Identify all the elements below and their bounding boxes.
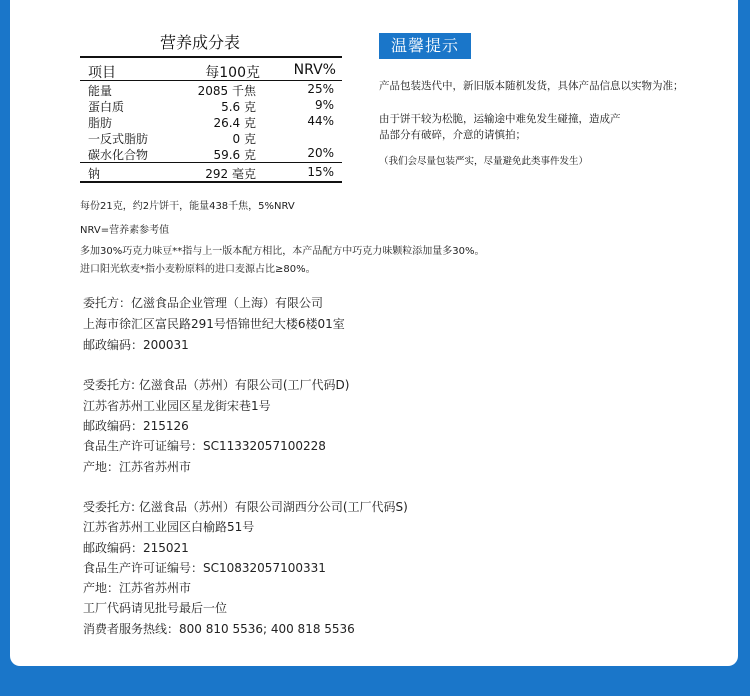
- principal-address: 上海市徐汇区富民路291号悟锦世纪大楼6楼01室: [83, 317, 345, 331]
- agent2-postcode: 邮政编码：215021: [83, 541, 189, 555]
- table-row: [80, 129, 342, 145]
- header-nrv: NRV%: [293, 62, 336, 78]
- row-nrv: 25%: [307, 82, 334, 96]
- nrv-note: NRV=营养素参考值: [80, 225, 170, 236]
- row-nrv: 44%: [307, 114, 334, 128]
- header-item: 项目: [88, 65, 116, 81]
- principal-name: 委托方：亿滋食品企业管理（上海）有限公司: [83, 296, 324, 310]
- agent1-origin: 产地：江苏省苏州市: [83, 460, 192, 474]
- serving-note: 每份21克，约2片饼干，能量438千焦，5%NRV: [80, 201, 295, 212]
- content-card: [10, 0, 738, 666]
- row-item: 碳水化合物: [88, 148, 149, 162]
- tip-line-2: 由于饼干较为松脆，运输途中难免发生碰撞，造成产: [379, 113, 621, 125]
- row-item: 蛋白质: [88, 100, 125, 114]
- table-row: [80, 81, 342, 97]
- nutrition-body: [80, 81, 342, 183]
- row-per100: 2085 千焦: [197, 84, 256, 98]
- row-item: 钠: [88, 167, 101, 181]
- row-item: 能量: [88, 84, 113, 98]
- agent2-license: 食品生产许可证编号：SC10832057100331: [83, 561, 326, 575]
- tips-title: 温馨提示: [379, 33, 471, 59]
- table-row: [80, 113, 342, 129]
- nutrition-title: 营养成分表: [159, 33, 240, 52]
- agent2-address: 江苏省苏州工业园区白榆路51号: [83, 520, 255, 534]
- wheat-note: 进口阳光软麦*指小麦粉原料的进口麦源占比≥80%。: [80, 264, 316, 275]
- chocolate-note: 多加30%巧克力味豆**指与上一版本配方相比，本产品配方中巧克力味颗粒添加量多30%。: [80, 246, 485, 257]
- row-per100: 0 克: [232, 132, 256, 146]
- agent1-license: 食品生产许可证编号：SC11332057100228: [83, 439, 326, 453]
- principal-postcode: 邮政编码：200031: [83, 338, 189, 352]
- agent1-postcode: 邮政编码：215126: [83, 419, 189, 433]
- tip-line-4: （我们会尽量包装严实，尽量避免此类事件发生）: [379, 156, 589, 167]
- service-hotline: 消费者服务热线：800 810 5536; 400 818 5536: [83, 622, 355, 636]
- row-per100: 5.6 克: [221, 100, 256, 114]
- row-item: 一反式脂肪: [88, 132, 149, 146]
- agent1-name: 受委托方: 亿滋食品（苏州）有限公司(工厂代码D): [83, 378, 350, 392]
- factory-code-note: 工厂代码请见批号最后一位: [83, 601, 228, 615]
- nutrition-header-row: [80, 56, 342, 81]
- table-row: [80, 145, 342, 161]
- agent1-address: 江苏省苏州工业园区星龙街宋巷1号: [83, 399, 271, 413]
- tip-line-3: 品部分有破碎，介意的请慎拍；: [379, 129, 526, 141]
- row-per100: 26.4 克: [213, 116, 256, 130]
- row-item: 脂肪: [88, 116, 113, 130]
- nutrition-table: [80, 56, 342, 183]
- header-per100: 每100克: [205, 65, 260, 81]
- row-nrv: 20%: [307, 146, 334, 160]
- table-row: [80, 97, 342, 113]
- row-nrv: 9%: [314, 98, 334, 112]
- agent2-origin: 产地：江苏省苏州市: [83, 581, 192, 595]
- row-nrv: 15%: [307, 165, 334, 179]
- row-per100: 292 毫克: [205, 167, 256, 181]
- tip-line-1: 产品包装迭代中，新旧版本随机发货，具体产品信息以实物为准；: [379, 80, 684, 92]
- row-per100: 59.6 克: [213, 148, 256, 162]
- table-row: [80, 162, 342, 179]
- agent2-name: 受委托方: 亿滋食品（苏州）有限公司湖西分公司(工厂代码S): [83, 500, 408, 514]
